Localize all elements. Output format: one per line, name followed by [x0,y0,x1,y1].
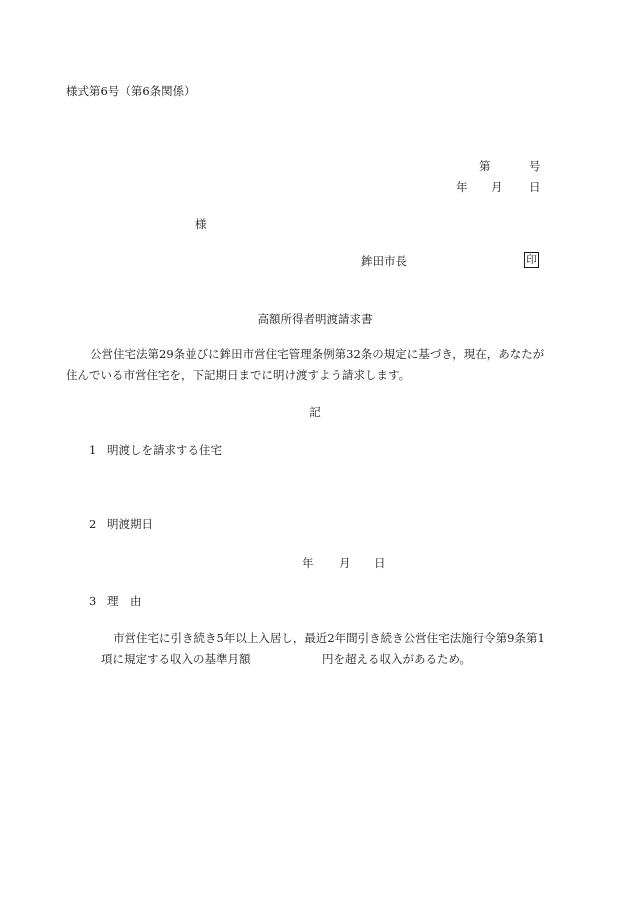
doc-number-prefix: 第 [479,159,491,173]
due-date-year: 年 [302,556,314,570]
reason-text-line-1: 市営住宅に引き続き5年以上入居し，最近2年間引き続き公営住宅法施行令第9条第1 [113,631,545,645]
due-date-month: 月 [339,556,351,570]
addressee-suffix: 様 [195,217,207,231]
item-2 [89,519,153,531]
item-number: 2 [89,517,97,531]
ki-heading: 記 [309,405,321,419]
doc-number-suffix: 号 [529,159,541,173]
item-label: 明渡しを請求する住宅 [107,443,222,457]
issue-date-day: 日 [529,180,541,194]
item-1 [89,445,222,457]
issuer-name: 鉾田市長 [361,254,407,268]
item-number: 3 [89,594,97,608]
form-reference: 様式第6号（第6条関係） [66,84,196,98]
item-3 [89,596,142,608]
body-text-line-1: 公営住宅法第29条並びに鉾田市営住宅管理条例第32条の規定に基づき，現在，あなたが [90,347,545,361]
item-number: 1 [89,443,97,457]
issue-date-month: 月 [491,180,503,194]
reason-text-line-2-tail: 円を超える収入があるため。 [322,652,472,666]
issue-date-year: 年 [456,180,468,194]
reason-text-line-2: 項に規定する収入の基準月額 [101,652,251,666]
item-label: 明渡期日 [107,517,153,531]
body-text-line-2: 住んでいる市営住宅を，下記期日までに明け渡すよう請求します。 [66,368,411,382]
seal-mark: 印 [524,252,539,268]
item-label: 理 由 [107,594,142,608]
due-date-day: 日 [374,556,386,570]
document-title: 高額所得者明渡請求書 [257,312,373,326]
